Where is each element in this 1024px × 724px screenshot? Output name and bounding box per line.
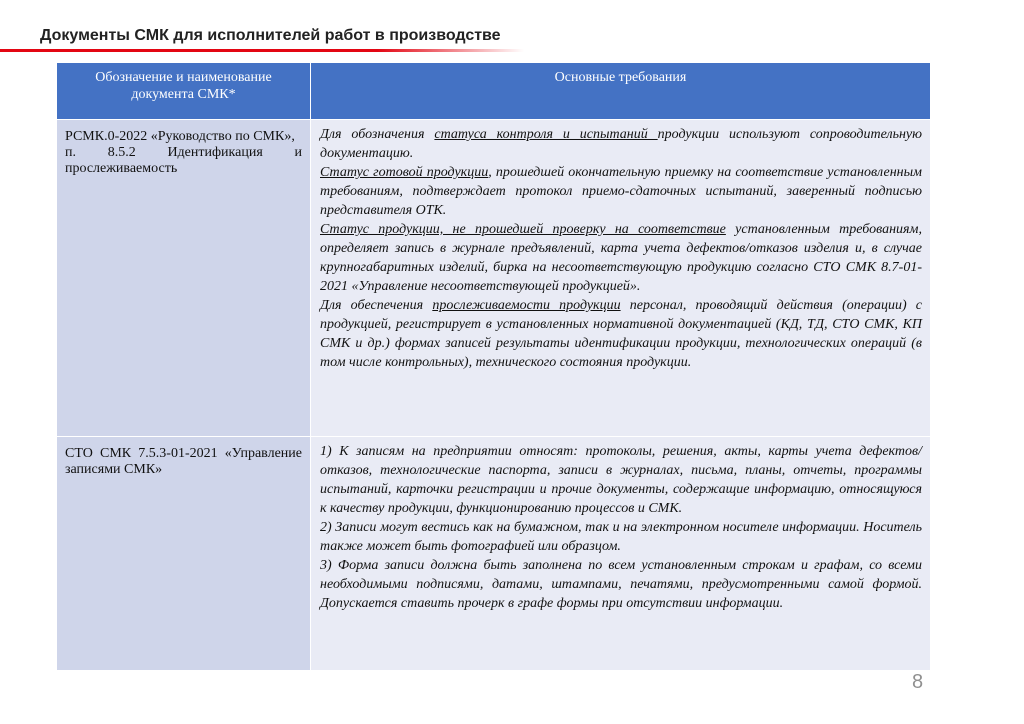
table-header-row [57, 63, 931, 120]
requirement-item: 3) Форма записи должна быть заполнена по всем установленным строкам и графам, со всеми необходимыми подписями, датами, штампами, печатями, предусмотренными самой формой. Допускается ставить прочерк в графе формы при отсутствии информации. [320, 558, 922, 611]
document-clause: п. 8.5.2 Идентификация и прослеживаемость [65, 145, 302, 176]
requirements-cell [311, 120, 931, 437]
document-cell [57, 437, 311, 671]
document-cell [57, 120, 311, 437]
title-underline [0, 49, 524, 52]
requirements-table [56, 62, 931, 671]
requirement-paragraph: Для обозначения статуса контроля и испытаний продукции используют сопроводительную документацию. [320, 127, 922, 161]
requirements-cell [311, 437, 931, 671]
document-name: РСМК.0-2022 «Руководство по СМК», [65, 129, 295, 144]
document-name: СТО СМК 7.5.3-01-2021 «Управление записями СМК» [65, 446, 302, 477]
column-header-document: Обозначение и наименование документа СМК* [57, 63, 311, 120]
column-header-requirements: Основные требования [311, 63, 931, 120]
page-title: Документы СМК для исполнителей работ в производстве [40, 27, 501, 44]
requirement-paragraph: Статус готовой продукции, прошедшей окончательную приемку на соответствие установленным требованиям, подтверждает протокол приемо-сдаточных испытаний, заверенный подписью представителя ОТК. [320, 165, 922, 218]
requirement-item: 2) Записи могут вестись как на бумажном, так и на электронном носителе информации. Носитель также может быть фотографией или образцом. [320, 520, 922, 554]
table-row [57, 120, 931, 437]
page-number: 8 [912, 671, 924, 693]
requirement-paragraph: Для обеспечения прослеживаемости продукции персонал, проводящий действия (операции) с продукцией, регистрирует в установленных нормативной документацией (КД, ТД, СТО СМК, КП СМК и др.) формах записей результаты идентификации продукции, технологических операций (в том числе контрольных), технического состояния продукции. [320, 298, 923, 370]
requirement-paragraph: Статус продукции, не прошедшей проверку на соответствие установленным требованиям, определяет запись в журнале предъявлений, карта учета дефектов/отказов изделия и, в случае крупногабаритных изделий, бирка на несоответствующую продукцию согласно СТО СМК 8.7-01-2021 «Управление несоответствующей продукцией». [320, 222, 922, 294]
requirement-item: 1) К записям на предприятии относят: протоколы, решения, акты, карты учета дефектов/отказов, технологические паспорта, записи в журналах, письма, планы, отчеты, программы испытаний, карточки регистрации и прочие документы, содержащие информацию, относящуюся к качеству продукции, функционированию процессов и СМК. [320, 444, 922, 516]
table-row [57, 437, 931, 671]
